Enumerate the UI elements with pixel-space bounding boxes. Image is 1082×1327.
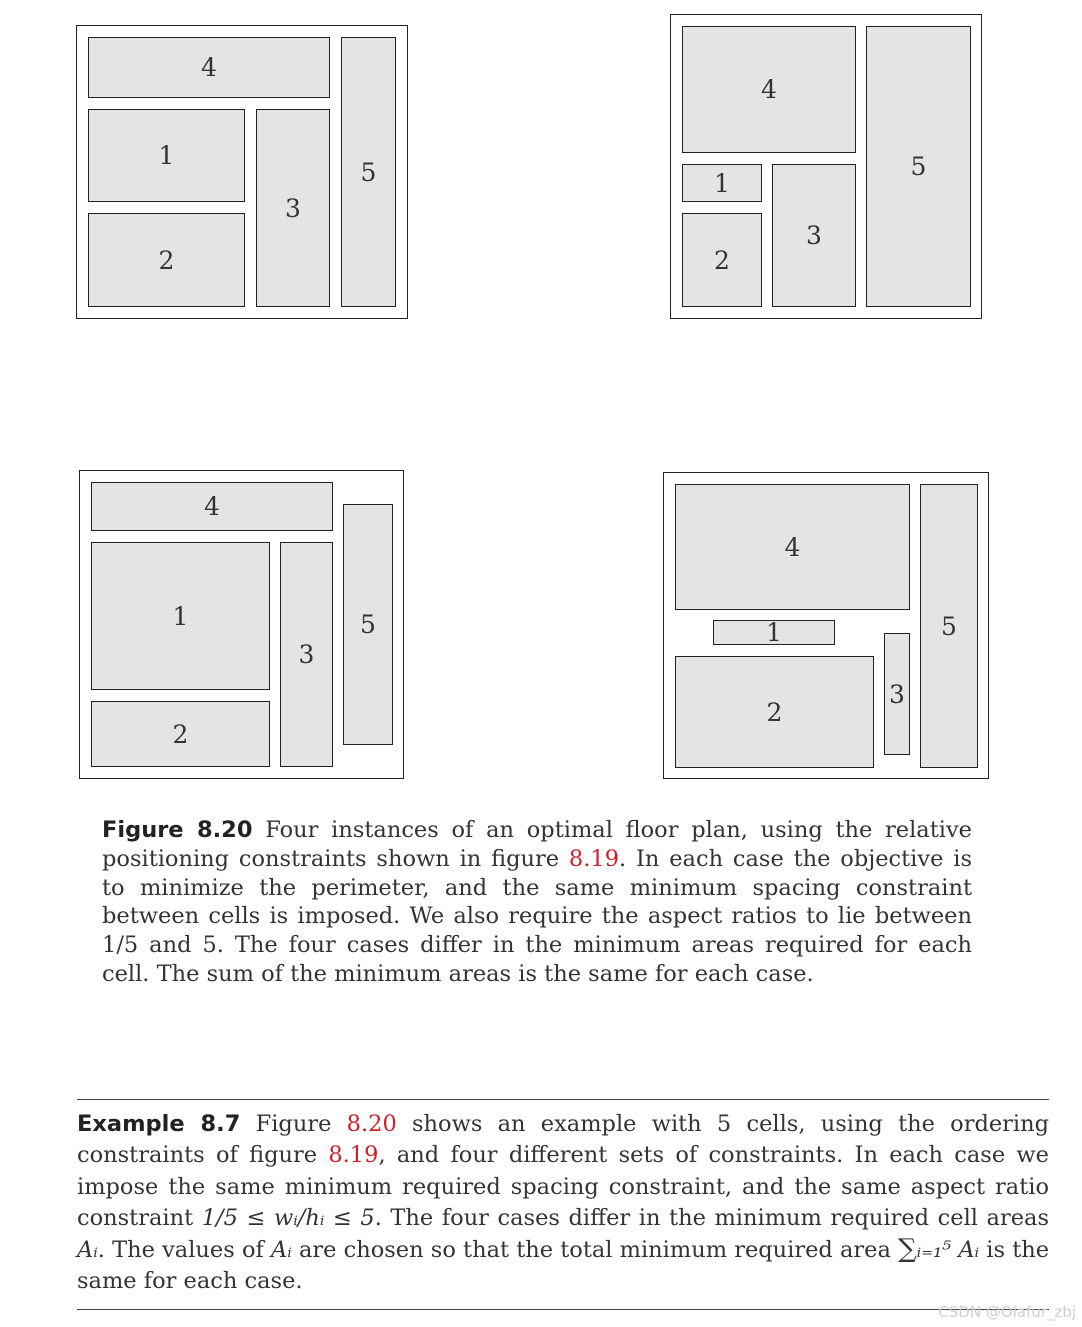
example-text: is the same for each case. (77, 1237, 1050, 1295)
example-label: Example 8.7 (77, 1111, 241, 1137)
caption-text: . In each case the objective is to minimize the perimeter, and the same minimum spacing constraint between cells is imposed. We also require the aspect ratios to lie between 1/5 and 5. The four cases differ in the minimum areas required for each cell. The sum of the minimum areas is the same for each case. (102, 845, 972, 987)
sum-limits: ᵢ₌₁⁵ (916, 1237, 952, 1264)
area-symbol: Aᵢ (958, 1237, 980, 1264)
example-text: are chosen so that the total minimum required area (298, 1237, 891, 1264)
figure-ref-link[interactable]: 8.20 (346, 1111, 397, 1137)
floor-plan-4 (663, 472, 989, 779)
cell-4: 4 (675, 484, 910, 610)
cell-2: 2 (682, 213, 762, 307)
cell-4: 4 (682, 26, 856, 153)
figure-ref-link[interactable]: 8.19 (328, 1142, 379, 1169)
example-text: . The values of (97, 1237, 264, 1264)
cell-2: 2 (675, 656, 874, 768)
cell-3: 3 (256, 109, 330, 307)
figure-label: Figure 8.20 (102, 817, 253, 843)
cell-5: 5 (343, 504, 393, 745)
cell-1: 1 (88, 109, 245, 202)
example-text: . The four cases differ in the minimum required cell areas (374, 1204, 1049, 1231)
floor-plan-2 (670, 14, 982, 319)
cell-4: 4 (91, 482, 333, 531)
cell-5: 5 (920, 484, 978, 768)
example-text: Figure (255, 1111, 332, 1137)
area-symbol: Aᵢ (77, 1237, 98, 1264)
cell-4: 4 (88, 37, 330, 98)
watermark: CSDN @Olafur_zbj (938, 1303, 1076, 1321)
cell-3: 3 (772, 164, 856, 307)
cell-1: 1 (682, 164, 762, 202)
figure-caption (102, 816, 972, 989)
cell-1: 1 (713, 620, 835, 645)
cell-1: 1 (91, 542, 270, 690)
example-text: , and four different sets of constraints. In each case we impose the same minimum required spacing constraint, and the same aspect ratio constraint (77, 1142, 1050, 1231)
example-bottom-rule (77, 1309, 1049, 1310)
aspect-ratio-formula: 1/5 ≤ wᵢ/hᵢ ≤ 5 (201, 1204, 375, 1231)
cell-5: 5 (866, 26, 971, 307)
cell-2: 2 (91, 701, 270, 767)
example-top-rule (77, 1099, 1049, 1100)
example-block (77, 1109, 1049, 1298)
area-symbol: Aᵢ (271, 1237, 292, 1264)
floor-plan-3 (79, 470, 404, 779)
cell-3: 3 (884, 633, 910, 755)
cell-5: 5 (341, 37, 396, 307)
cell-2: 2 (88, 213, 245, 307)
caption-text: Four instances of an optimal floor plan, using the relative positioning constraints shown in figure (102, 817, 972, 872)
floor-plan-1 (76, 25, 408, 319)
cell-3: 3 (280, 542, 333, 767)
sum-symbol: ∑ (898, 1234, 917, 1265)
figure-ref-link[interactable]: 8.19 (568, 845, 620, 872)
example-text: shows an example with 5 cells, using the ordering constraints of figure (77, 1111, 1050, 1169)
